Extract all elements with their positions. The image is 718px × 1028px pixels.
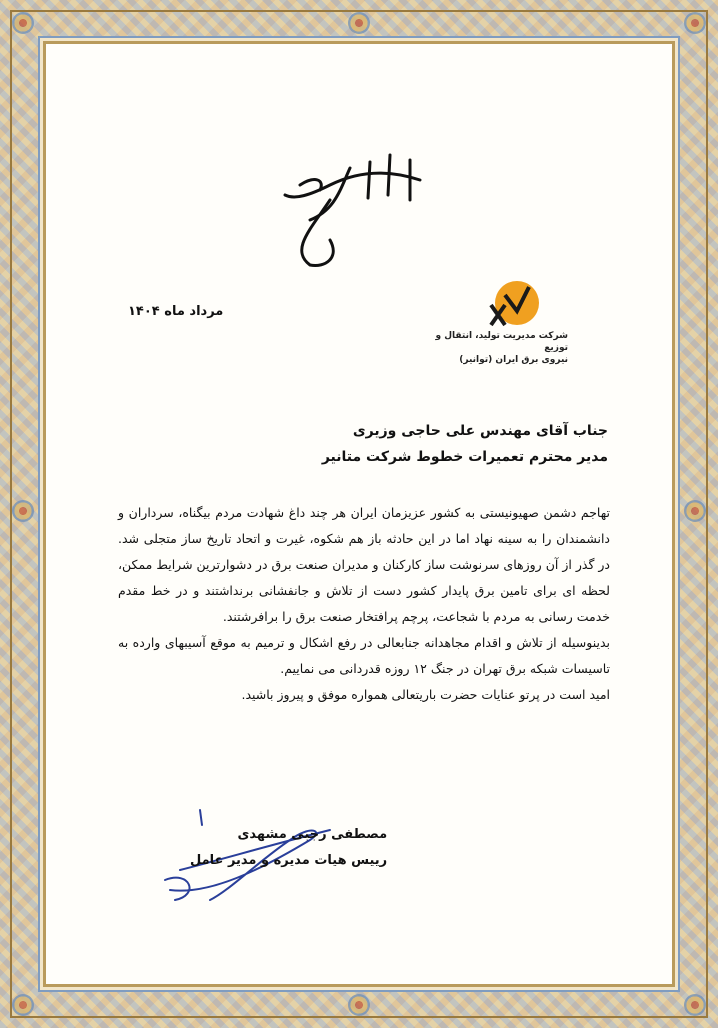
side-rosette-icon — [12, 500, 34, 522]
company-name-block — [428, 330, 568, 366]
side-rosette-icon — [684, 500, 706, 522]
corner-rosette-icon — [684, 12, 706, 34]
company-line-2: نیروی برق ایران (توانیر) — [459, 355, 568, 365]
letter-body — [118, 500, 610, 708]
recipient-name: جناب آقای مهندس علی حاجی وزیری — [352, 423, 608, 439]
body-paragraph: بدینوسیله از تلاش و اقدام مجاهدانه جنابعالی در رفع اشکال و ترمیم به موقع آسیبهای وارده به تاسیسات شبکه برق تهران در جنگ ۱۲ روزه قدردانی می نماییم. — [118, 635, 610, 676]
recipient-title: مدیر محترم تعمیرات خطوط شرکت متانیر — [321, 449, 608, 465]
bismillah-calligraphy-icon — [270, 140, 440, 270]
corner-rosette-icon — [12, 12, 34, 34]
signer-block — [190, 822, 387, 874]
company-line-1: شرکت مدیریت تولید، انتقال و توزیع — [435, 331, 568, 353]
signer-name: مصطفی رجبی مشهدی — [237, 827, 388, 842]
bottom-rosette-icon — [348, 994, 370, 1016]
letter-date: مرداد ماه ۱۴۰۴ — [128, 304, 224, 319]
signer-title: رییس هیات مدیره و مدیر عامل — [190, 853, 388, 868]
top-rosette-icon — [348, 12, 370, 34]
corner-rosette-icon — [684, 994, 706, 1016]
body-paragraph: امید است در پرتو عنایات حضرت باریتعالی همواره موفق و پیروز باشید. — [241, 687, 610, 702]
corner-rosette-icon — [12, 994, 34, 1016]
recipient-block — [322, 418, 608, 470]
body-paragraph: تهاجم دشمن صهیونیستی به کشور عزیزمان ایران هر چند داغ شهادت مردم بیگناه، سرداران و دانشمندان را به سینه نهاد اما در این حادثه باز هم شکوه، غیرت و اتحاد تاریخ ساز متجلی شد. در گذر از آن روزهای سرنوشت ساز کارکنان و مدیران صنعت برق در دشوارترین شرایط ممکن، لحظه ای برای تامین برق پایدار کشور دست از تلاش و جانفشانی برنداشتند و در خط مقدم خدمت رسانی به مردم با شجاعت، پرچم پرافتخار صنعت برق را برافرشتند. — [118, 505, 610, 624]
tavanir-logo-icon — [483, 275, 543, 335]
